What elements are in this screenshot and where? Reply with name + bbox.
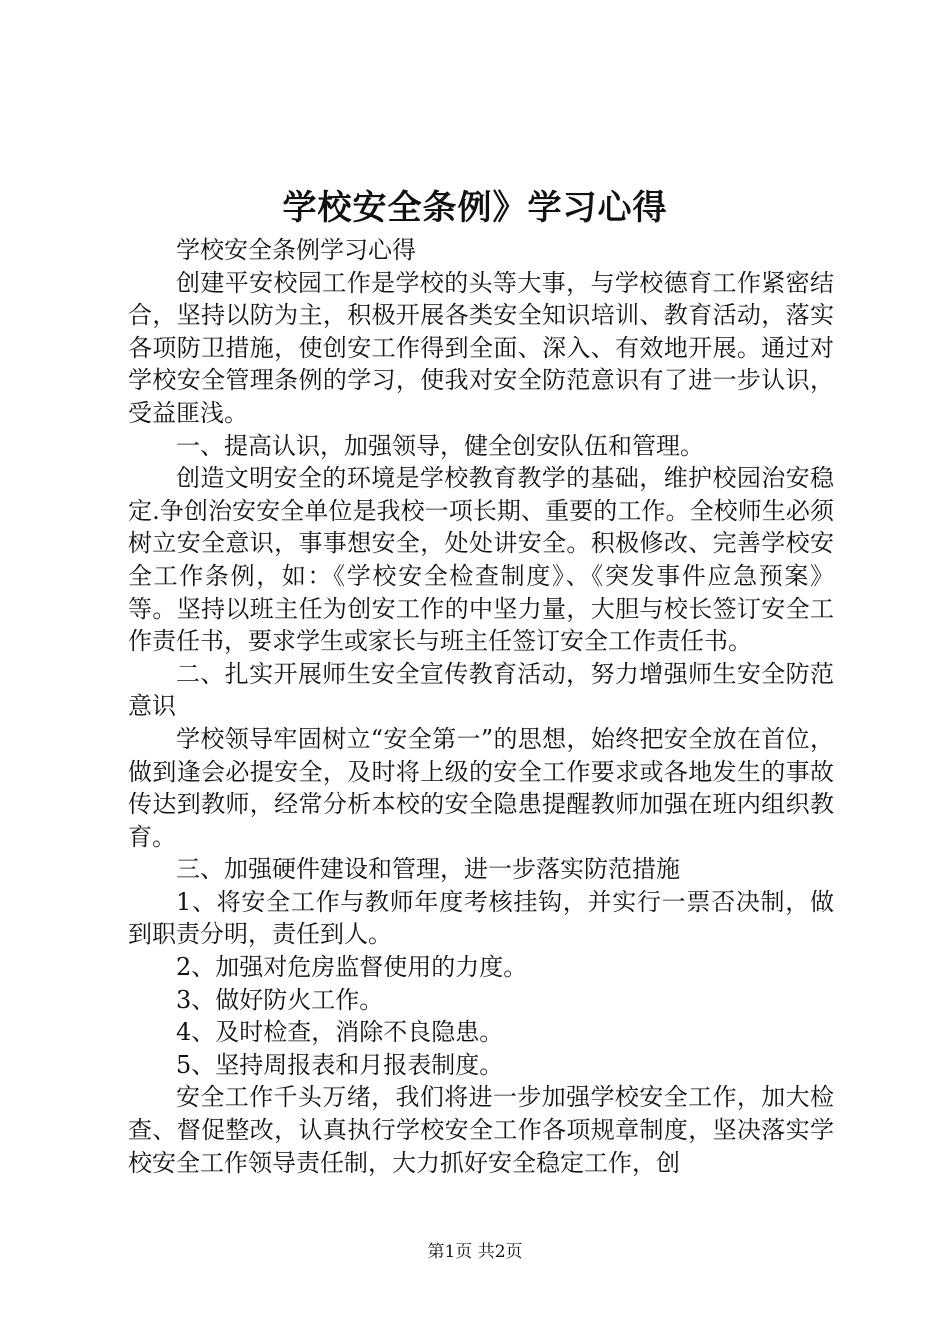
list-item-2: 2、加强对危房监督使用的力度。 xyxy=(176,953,528,982)
page-footer: 第1页 共2页 xyxy=(427,1242,523,1262)
list-item-5: 5、坚持周报表和月报表制度。 xyxy=(176,1050,504,1079)
paragraph-intro: 创建平安校园工作是学校的头等大事，与学校德育工作紧密结合，坚持以防为主，积极开展各类安全知识培训、教育活动，落实各项防卫措施，使创安工作得到全面、深入、有效地开展。通过对学校安全管理条例的学习，使我对安全防范意识有了进一步认识，受益匪浅。 xyxy=(128,268,834,427)
section-heading-3: 三、加强硬件建设和管理，进一步落实防范措施 xyxy=(176,855,680,884)
section-heading-2: 二、扎实开展师生安全宣传教育活动，努力增强师生安全防范意识 xyxy=(128,659,834,721)
list-item-1: 1、将安全工作与教师年度考核挂钩，并实行一票否决制，做到职责分明，责任到人。 xyxy=(128,887,834,949)
paragraph-section-1: 创造文明安全的环境是学校教育教学的基础，维护校园治安稳定.争创治安安全单位是我校一项长期、重要的工作。全校师生必须树立安全意识，事事想安全，处处讲安全。积极修改、完善学校安全工作条例，如：《学校安全检查制度》、《突发事件应急预案》等。坚持以班主任为创安工作的中坚力量，大胆与校长签订安全工作责任书，要求学生或家长与班主任签订安全工作责任书。 xyxy=(128,464,834,656)
paragraph-conclusion: 安全工作千头万绪，我们将进一步加强学校安全工作，加大检查、督促整改，认真执行学校安全工作各项规章制度，坚决落实学校安全工作领导责任制，大力抓好安全稳定工作，创 xyxy=(128,1083,834,1177)
document-body xyxy=(128,234,834,1179)
list-item-4: 4、及时检查，消除不良隐患。 xyxy=(176,1018,504,1047)
paragraph-section-2: 学校领导牢固树立“安全第一”的思想，始终把安全放在首位，做到逢会必提安全，及时将上级的安全工作要求或各地发生的事故传达到教师，经常分析本校的安全隐患提醒教师加强在班内组织教育。 xyxy=(128,724,834,851)
section-heading-1: 一、提高认识，加强领导，健全创安队伍和管理。 xyxy=(176,431,704,460)
paragraph-subtitle: 学校安全条例学习心得 xyxy=(176,236,416,264)
list-item-3: 3、做好防火工作。 xyxy=(176,985,384,1014)
document-title: 学校安全条例》学习心得 xyxy=(282,188,668,228)
